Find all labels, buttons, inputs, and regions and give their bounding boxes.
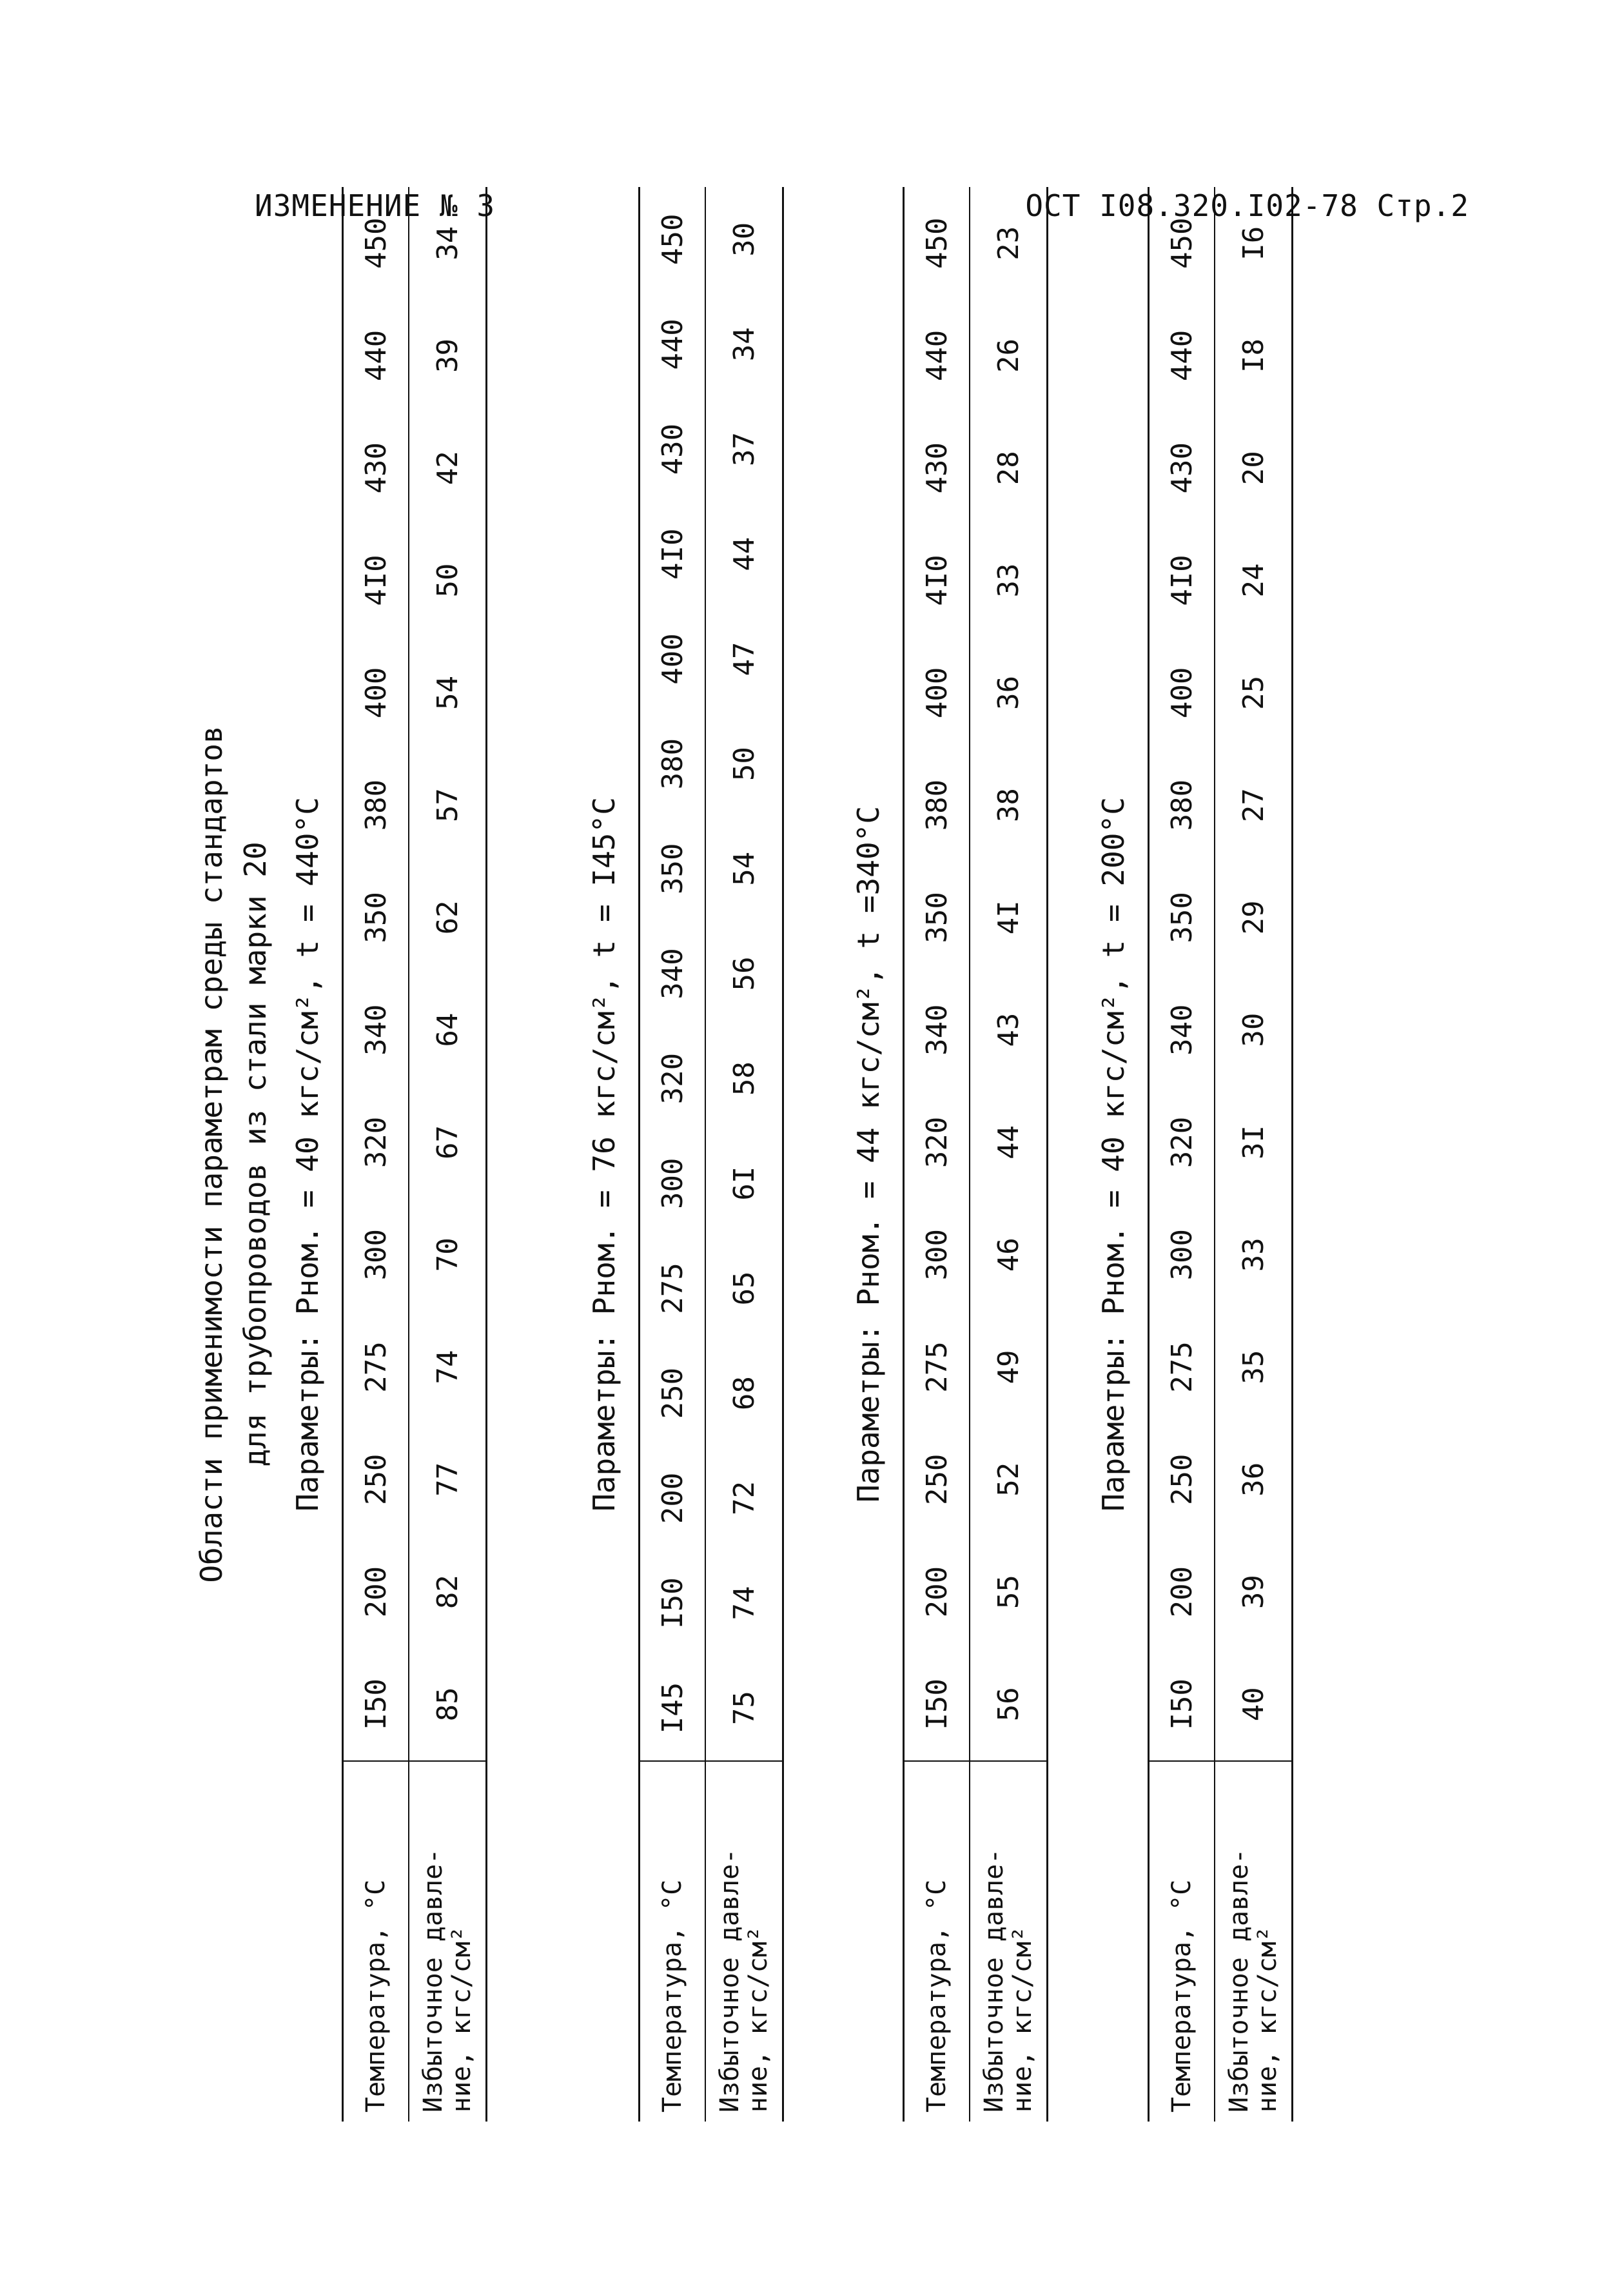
temperature-cells bbox=[656, 187, 689, 1760]
params-3: Параметры: Pном. = 44 кгс/см², t =340°С bbox=[851, 805, 886, 1503]
temperature-cells bbox=[360, 187, 393, 1760]
pressure-row bbox=[1215, 187, 1291, 2122]
table-cell: 30 bbox=[727, 222, 761, 257]
table-cell: 35 bbox=[1237, 1350, 1270, 1384]
pressure-label-line-1: Избыточное давле- bbox=[1224, 1848, 1254, 2112]
table-cell: 450 bbox=[1165, 217, 1198, 269]
temperature-row bbox=[640, 187, 706, 2122]
table-cell: 320 bbox=[920, 1116, 954, 1168]
table-cell: 320 bbox=[359, 1116, 393, 1168]
table-cell: 74 bbox=[431, 1350, 464, 1384]
table-cell: 200 bbox=[920, 1566, 954, 1618]
table-cell: 44 bbox=[727, 537, 761, 571]
table-cell: 37 bbox=[727, 432, 761, 467]
table-cell: 440 bbox=[920, 330, 954, 382]
table-3 bbox=[903, 187, 1048, 2122]
pressure-label bbox=[1215, 1760, 1291, 2122]
table-cell: 430 bbox=[920, 442, 954, 494]
table-cell: 28 bbox=[992, 451, 1025, 486]
table-cell: 85 bbox=[431, 1687, 464, 1722]
table-cell: 6I bbox=[727, 1166, 761, 1201]
table-cell: 350 bbox=[1165, 892, 1198, 943]
table-cell: 55 bbox=[992, 1575, 1025, 1610]
table-cell: 57 bbox=[431, 788, 464, 823]
pressure-row bbox=[409, 187, 485, 2122]
table-cell: 430 bbox=[656, 423, 689, 475]
table-cell: 82 bbox=[431, 1575, 464, 1610]
temperature-label: Температура, °С bbox=[640, 1760, 705, 2122]
table-cell: 3I bbox=[1237, 1125, 1270, 1159]
temperature-cells bbox=[1166, 187, 1198, 1760]
table-cell: 74 bbox=[727, 1586, 761, 1620]
pressure-label-line-2: ние, кгс/см² bbox=[1253, 1926, 1282, 2112]
table-cell: 39 bbox=[431, 339, 464, 373]
table-cell: 56 bbox=[992, 1687, 1025, 1722]
table-cell: 430 bbox=[359, 442, 393, 494]
pressure-cells bbox=[431, 187, 464, 1760]
table-cell: 39 bbox=[1237, 1575, 1270, 1610]
table-cell: 40 bbox=[1237, 1687, 1270, 1722]
table-cell: 24 bbox=[1237, 563, 1270, 598]
temperature-cells bbox=[921, 187, 954, 1760]
table-cell: 4I0 bbox=[920, 555, 954, 606]
table-cell: 350 bbox=[920, 892, 954, 943]
table-cell: 430 bbox=[1165, 442, 1198, 494]
table-cell: 65 bbox=[727, 1271, 761, 1306]
table-cell: 42 bbox=[431, 451, 464, 486]
pressure-label-line-2: ние, кгс/см² bbox=[447, 1926, 476, 2112]
temperature-label: Температура, °С bbox=[905, 1760, 969, 2122]
table-cell: 440 bbox=[359, 330, 393, 382]
temperature-row bbox=[1150, 187, 1215, 2122]
table-cell: 26 bbox=[992, 339, 1025, 373]
table-cell: 56 bbox=[727, 956, 761, 991]
rotated-content bbox=[193, 187, 1302, 2122]
table-cell: 4I0 bbox=[359, 555, 393, 606]
table-cell: 440 bbox=[656, 319, 689, 370]
pressure-label-line-1: Избыточное давле- bbox=[979, 1848, 1009, 2112]
table-cell: 275 bbox=[1165, 1341, 1198, 1393]
table-cell: 33 bbox=[1237, 1237, 1270, 1272]
table-cell: 70 bbox=[431, 1237, 464, 1272]
table-cell: 29 bbox=[1237, 900, 1270, 935]
table-cell: I45 bbox=[656, 1682, 689, 1734]
table-cell: 4I0 bbox=[656, 528, 689, 580]
params-1: Параметры: Pном. = 40 кгс/см², t = 440°С bbox=[290, 797, 325, 1512]
table-cell: 340 bbox=[920, 1004, 954, 1056]
temperature-row bbox=[905, 187, 970, 2122]
table-cell: 450 bbox=[359, 217, 393, 269]
table-cell: 38 bbox=[992, 788, 1025, 823]
temperature-row bbox=[344, 187, 409, 2122]
pressure-label-line-1: Избыточное давле- bbox=[715, 1848, 745, 2112]
table-cell: 350 bbox=[359, 892, 393, 943]
table-cell: 300 bbox=[656, 1157, 689, 1210]
table-cell: 320 bbox=[656, 1052, 689, 1105]
pressure-cells bbox=[728, 187, 761, 1760]
table-cell: 77 bbox=[431, 1462, 464, 1497]
table-cell: 75 bbox=[727, 1691, 761, 1726]
params-2: Параметры: Pном. = 76 кгс/см², t = I45°С bbox=[587, 797, 621, 1512]
pressure-row bbox=[970, 187, 1046, 2122]
table-cell: 54 bbox=[431, 675, 464, 710]
title-line-1: Области применимости параметрам среды стандартов bbox=[194, 725, 229, 1583]
table-cell: 250 bbox=[920, 1453, 954, 1506]
table-cell: 300 bbox=[1165, 1229, 1198, 1281]
table-cell: 380 bbox=[656, 738, 689, 790]
table-cell: 44 bbox=[992, 1125, 1025, 1159]
table-cell: 64 bbox=[431, 1012, 464, 1047]
table-cell: 67 bbox=[431, 1125, 464, 1159]
temperature-label: Температура, °С bbox=[1150, 1760, 1214, 2122]
table-cell: 450 bbox=[920, 217, 954, 269]
table-cell: 250 bbox=[1165, 1453, 1198, 1506]
change-number-heading: ИЗМЕНЕНИЕ № 3 bbox=[255, 188, 496, 223]
table-cell: 350 bbox=[656, 843, 689, 895]
table-cell: 275 bbox=[359, 1341, 393, 1393]
table-cell: 62 bbox=[431, 900, 464, 935]
table-cell: 50 bbox=[431, 563, 464, 598]
table-cell: 30 bbox=[1237, 1012, 1270, 1047]
pressure-label bbox=[970, 1760, 1046, 2122]
table-cell: 72 bbox=[727, 1481, 761, 1515]
table-cell: 4I bbox=[992, 900, 1025, 935]
table-cell: 52 bbox=[992, 1462, 1025, 1497]
table-cell: 275 bbox=[920, 1341, 954, 1393]
table-cell: 300 bbox=[359, 1229, 393, 1281]
table-cell: 33 bbox=[992, 563, 1025, 598]
pressure-label-line-2: ние, кгс/см² bbox=[743, 1926, 773, 2112]
table-cell: 20 bbox=[1237, 451, 1270, 486]
table-cell: 47 bbox=[727, 642, 761, 676]
table-cell: I50 bbox=[359, 1679, 393, 1730]
table-cell: 275 bbox=[656, 1263, 689, 1314]
table-cell: 380 bbox=[920, 779, 954, 831]
pressure-label-line-1: Избыточное давле- bbox=[418, 1848, 448, 2112]
table-cell: 27 bbox=[1237, 788, 1270, 823]
table-cell: 340 bbox=[359, 1004, 393, 1056]
table-cell: 25 bbox=[1237, 675, 1270, 710]
table-cell: 440 bbox=[1165, 330, 1198, 382]
title-line-2: для трубопроводов из стали марки 20 bbox=[238, 842, 273, 1467]
table-cell: I8 bbox=[1237, 339, 1270, 373]
table-cell: 200 bbox=[656, 1472, 689, 1524]
table-cell: 320 bbox=[1165, 1116, 1198, 1168]
table-cell: 54 bbox=[727, 851, 761, 886]
table-cell: 300 bbox=[920, 1229, 954, 1281]
table-cell: 200 bbox=[359, 1566, 393, 1618]
table-cell: 36 bbox=[1237, 1462, 1270, 1497]
table-cell: 34 bbox=[431, 226, 464, 261]
pressure-row bbox=[706, 187, 782, 2122]
table-cell: I50 bbox=[1165, 1679, 1198, 1730]
params-4: Параметры: Pном. = 40 кгс/см², t = 200°С bbox=[1096, 797, 1131, 1512]
table-cell: 58 bbox=[727, 1061, 761, 1096]
pressure-label bbox=[706, 1760, 782, 2122]
table-cell: 36 bbox=[992, 675, 1025, 710]
table-cell: 380 bbox=[1165, 779, 1198, 831]
temperature-label: Температура, °С bbox=[344, 1760, 408, 2122]
table-cell: 4I0 bbox=[1165, 555, 1198, 606]
table-1 bbox=[342, 187, 487, 2122]
table-cell: 450 bbox=[656, 213, 689, 265]
pressure-label bbox=[409, 1760, 485, 2122]
table-cell: 50 bbox=[727, 747, 761, 782]
pressure-cells bbox=[992, 187, 1025, 1760]
table-cell: 250 bbox=[656, 1367, 689, 1419]
table-cell: 400 bbox=[1165, 667, 1198, 719]
table-cell: 46 bbox=[992, 1237, 1025, 1272]
table-cell: 68 bbox=[727, 1376, 761, 1411]
table-4 bbox=[1148, 187, 1293, 2122]
table-cell: I50 bbox=[920, 1679, 954, 1730]
pressure-cells bbox=[1237, 187, 1270, 1760]
table-cell: 43 bbox=[992, 1012, 1025, 1047]
pressure-label-line-2: ние, кгс/см² bbox=[1008, 1926, 1037, 2112]
table-cell: 200 bbox=[1165, 1566, 1198, 1618]
table-cell: 250 bbox=[359, 1453, 393, 1506]
table-cell: 23 bbox=[992, 226, 1025, 261]
table-cell: 34 bbox=[727, 327, 761, 362]
table-cell: 340 bbox=[1165, 1004, 1198, 1056]
table-cell: 400 bbox=[359, 667, 393, 719]
table-cell: 400 bbox=[920, 667, 954, 719]
table-cell: 380 bbox=[359, 779, 393, 831]
table-cell: I6 bbox=[1237, 226, 1270, 261]
standard-page-ref: ОСТ I08.320.I02-78 Стр.2 bbox=[1025, 188, 1469, 223]
table-cell: 340 bbox=[656, 948, 689, 1000]
table-cell: 400 bbox=[656, 633, 689, 685]
table-cell: 49 bbox=[992, 1350, 1025, 1384]
table-cell: I50 bbox=[656, 1577, 689, 1629]
table-2 bbox=[638, 187, 784, 2122]
